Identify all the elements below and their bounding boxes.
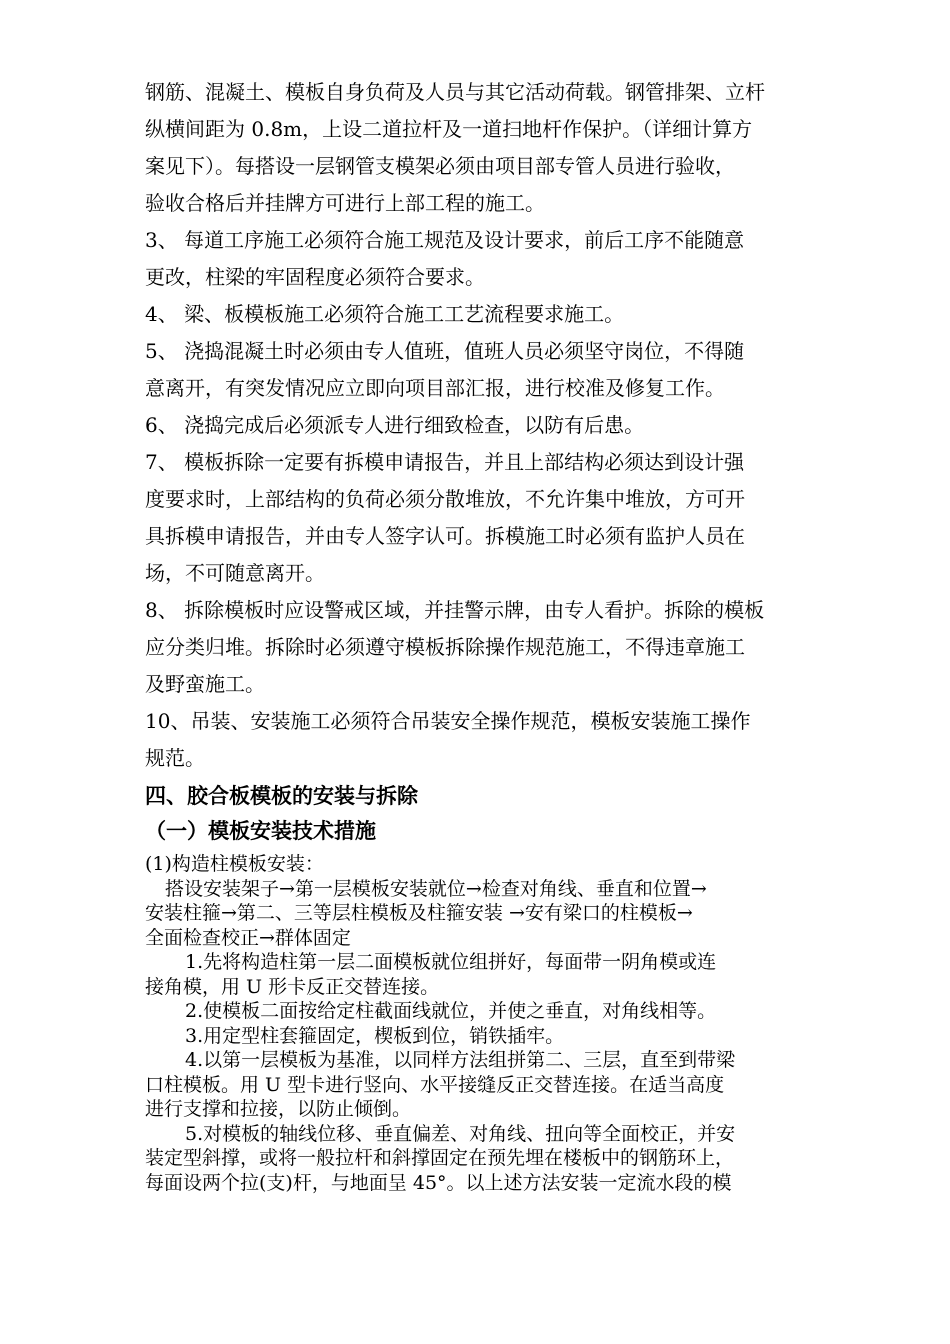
text-line: 度要求时，上部结构的负荷必须分散堆放，不允许集中堆放，方可开 bbox=[145, 487, 745, 511]
paragraph-load-description bbox=[145, 74, 815, 777]
step-line: 接角模，用 U 形卡反正交替连接。 bbox=[145, 975, 440, 998]
installation-steps bbox=[145, 852, 815, 1195]
text-line: 4、 梁、板模板施工必须符合施工工艺流程要求施工。 bbox=[145, 302, 625, 326]
step-line: 5.对模板的轴线位移、垂直偏差、对角线、扭向等全面校正，并安 bbox=[185, 1122, 736, 1145]
text-line: 钢筋、混凝土、模板自身负荷及人员与其它活动荷载。钢管排架、立杆 bbox=[145, 80, 765, 104]
text-line: 6、 浇捣完成后必须派专人进行细致检查，以防有后患。 bbox=[145, 413, 645, 437]
text-line: 案见下）。每搭设一层钢管支模架必须由项目部专管人员进行验收， bbox=[145, 154, 735, 178]
step-line: 1.先将构造柱第一层二面模板就位组拼好，每面带一阴角模或连 bbox=[185, 951, 717, 973]
step-line: 每面设两个拉(支)杆，与地面呈 45°。以上述方法安装一定流水段的模 bbox=[145, 1171, 732, 1194]
text-line: 更改，柱梁的牢固程度必须符合要求。 bbox=[145, 265, 485, 289]
step-line: 进行支撑和拉接，以防止倾倒。 bbox=[145, 1098, 412, 1120]
text-line: 验收合格后并挂牌方可进行上部工程的施工。 bbox=[145, 191, 545, 215]
subsection-heading: （一）模板安装技术措施 bbox=[145, 818, 376, 843]
text-line: 具拆模申请报告，并由专人签字认可。拆模施工时必须有监护人员在 bbox=[145, 524, 745, 548]
flow-line: 搭设安装架子→第一层模板安装就位→检查对角线、垂直和位置→ bbox=[165, 877, 707, 900]
text-line: 3、 每道工序施工必须符合施工规范及设计要求，前后工序不能随意 bbox=[145, 228, 745, 252]
step-line: 2.使模板二面按给定柱截面线就位，并使之垂直，对角线相等。 bbox=[185, 1000, 717, 1022]
text-line: 意离开，有突发情况应立即向项目部汇报，进行校准及修复工作。 bbox=[145, 376, 725, 400]
text-line: 应分类归堆。拆除时必须遵守模板拆除操作规范施工，不得违章施工 bbox=[145, 635, 745, 659]
step-line: 3.用定型柱套箍固定，楔板到位，销铁插牢。 bbox=[185, 1024, 565, 1047]
text-line: 规范。 bbox=[145, 746, 205, 770]
text-line: 场，不可随意离开。 bbox=[145, 561, 325, 585]
text-line: 纵横间距为 0.8m，上设二道拉杆及一道扫地杆作保护。（详细计算方 bbox=[145, 117, 753, 141]
step-line: 4.以第一层模板为基准，以同样方法组拼第二、三层，直至到带梁 bbox=[185, 1049, 736, 1071]
flow-line: 全面检查校正→群体固定 bbox=[145, 926, 351, 949]
text-line: 5、 浇捣混凝土时必须由专人值班，值班人员必须坚守岗位，不得随 bbox=[145, 339, 745, 363]
step-line: 口柱模板。用 U 型卡进行竖向、水平接缝反正交替连接。在适当高度 bbox=[145, 1073, 725, 1096]
text-line: 8、 拆除模板时应设警戒区域，并挂警示牌，由专人看护。拆除的模板 bbox=[145, 598, 765, 622]
item-title: (1)构造柱模板安装： bbox=[145, 853, 324, 875]
text-line: 10、吊装、安装施工必须符合吊装安全操作规范，模板安装施工操作 bbox=[145, 709, 751, 733]
section-heading: 四、胶合板模板的安装与拆除 bbox=[145, 783, 418, 808]
text-line: 及野蛮施工。 bbox=[145, 672, 265, 696]
flow-line: 安装柱箍→第二、三等层柱模板及柱箍安装 →安有梁口的柱模板→ bbox=[145, 902, 693, 924]
step-line: 装定型斜撑，或将一般拉杆和斜撑固定在预先埋在楼板中的钢筋环上， bbox=[145, 1147, 735, 1169]
text-line: 7、 模板拆除一定要有拆模申请报告，并且上部结构必须达到设计强 bbox=[145, 450, 745, 474]
